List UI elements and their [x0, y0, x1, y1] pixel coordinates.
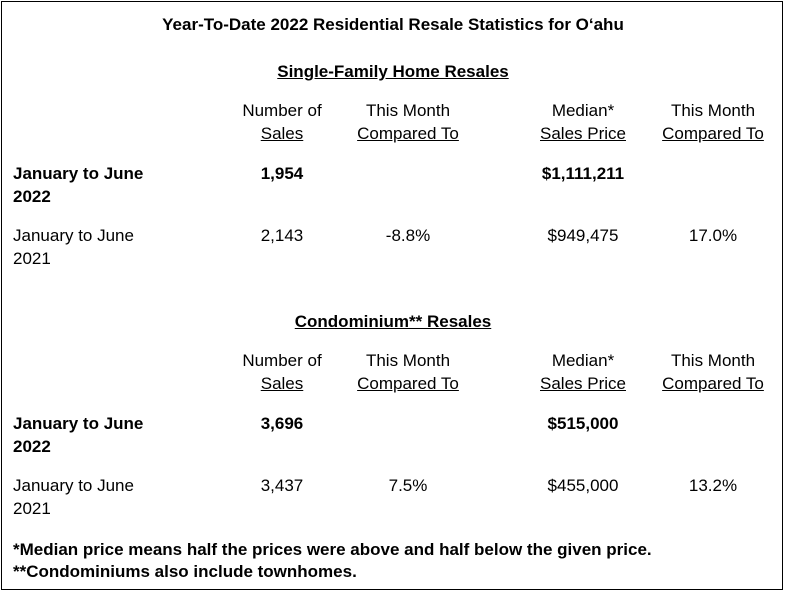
- header-median-sales-price: Median* Sales Price: [540, 351, 626, 393]
- median-compare: 17.0%: [688, 226, 738, 245]
- footnote-condo: **Condominiums also include townhomes.: [13, 562, 357, 581]
- row-label-2021: January to June 2021: [13, 226, 134, 268]
- footnote-median: *Median price means half the prices were above and half below the given price.: [13, 540, 652, 559]
- row-label-2022: January to June 2022: [13, 164, 144, 206]
- median-price: $949,475: [547, 226, 619, 245]
- sales-compare: 7.5%: [388, 476, 428, 495]
- row-label-2022: January to June 2022: [13, 414, 144, 456]
- sales-count: 2,143: [260, 226, 304, 245]
- header-this-month-compared: This Month Compared To: [357, 351, 459, 393]
- sales-count: 3,696: [260, 414, 304, 433]
- header-this-month-compared-median: This Month Compared To: [662, 351, 764, 393]
- median-price: $515,000: [547, 414, 619, 433]
- header-number-of-sales: Number of Sales: [242, 101, 322, 143]
- header-number-of-sales: Number of Sales: [242, 351, 322, 393]
- median-price: $455,000: [547, 476, 619, 495]
- section-title-condo: Condominium** Resales: [294, 312, 492, 331]
- median-price: $1,111,211: [541, 164, 625, 183]
- row-label-2021: January to June 2021: [13, 476, 134, 518]
- sales-count: 3,437: [260, 476, 304, 495]
- section-title-single-family: Single-Family Home Resales: [277, 62, 509, 81]
- page-title: Year-To-Date 2022 Residential Resale Statistics for O‘ahu: [162, 15, 624, 34]
- header-median-sales-price: Median* Sales Price: [540, 101, 626, 143]
- statistics-table: [1, 1, 783, 590]
- sales-compare: -8.8%: [385, 226, 431, 245]
- header-this-month-compared-median: This Month Compared To: [662, 101, 764, 143]
- header-this-month-compared: This Month Compared To: [357, 101, 459, 143]
- median-compare: 13.2%: [688, 476, 738, 495]
- sales-count: 1,954: [260, 164, 304, 183]
